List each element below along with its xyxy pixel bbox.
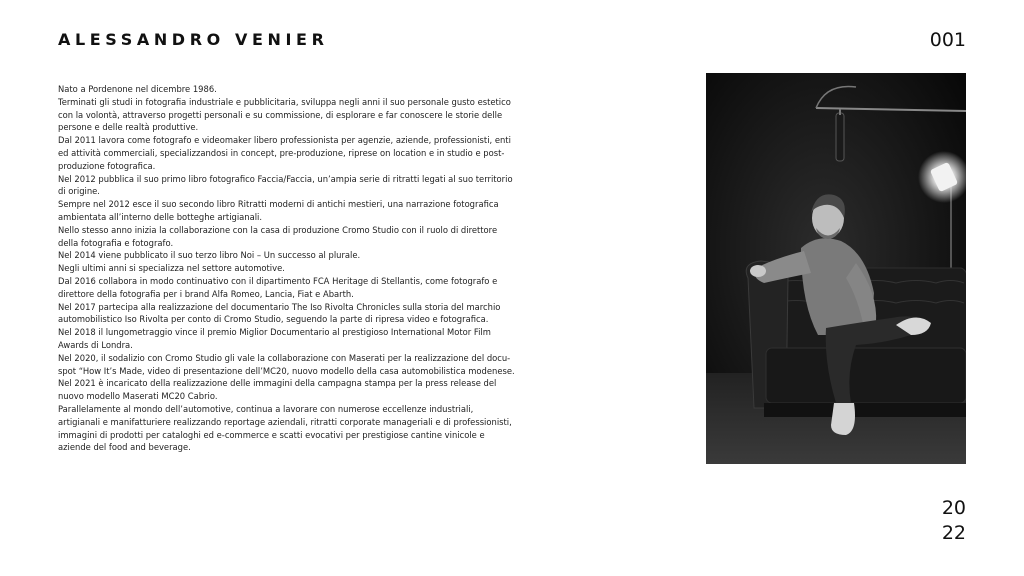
portrait-photo (706, 73, 966, 464)
bio-paragraph: Nel 2012 pubblica il suo primo libro fotografico Faccia/Faccia, un’ampia serie di ritratti legati al suo territorio di origine. (58, 173, 513, 197)
page-number: 001 (929, 29, 966, 51)
bio-paragraph: Nato a Pordenone nel dicembre 1986. (58, 84, 217, 94)
bio-paragraph: Dal 2016 collabora in modo continuativo con il dipartimento FCA Heritage di Stellantis, come fotografo e direttore della fotografia per i brand Alfa Romeo, Lancia, Fiat e Abarth. (58, 275, 498, 299)
year-line-2: 22 (941, 522, 966, 544)
bio-paragraph: Nel 2021 è incaricato della realizzazione delle immagini della campagna stampa per la press release del nuovo modello Maserati MC20 Cabrio. (58, 378, 497, 402)
page-title: ALESSANDRO VENIER (58, 30, 329, 49)
biography-text (58, 83, 516, 454)
year (942, 496, 966, 546)
bio-paragraph: Terminati gli studi in fotografia industriale e pubblicitaria, sviluppa negli anni il suo personale gusto estetico con la volontà, attraverso progetti personali e su commissione, di esplorare e far conoscere le storie delle persone e delle realtà produttive. (58, 96, 511, 133)
year-line-1: 20 (941, 497, 966, 519)
bio-paragraph: Negli ultimi anni si specializza nel settore automotive. (58, 263, 285, 274)
bio-paragraph: Sempre nel 2012 esce il suo secondo libro Ritratti moderni di antichi mestieri, una narrazione fotografica ambientata all’interno delle botteghe artigianali. (58, 199, 499, 222)
bio-paragraph: Nel 2014 viene pubblicato il suo terzo libro Noi – Un successo al plurale. (58, 250, 361, 261)
bio-paragraph: Dal 2011 lavora come fotografo e videomaker libero professionista per agenzie, aziende, professionisti, enti ed attività commerciali, specializzandosi in concept, pre-produzione, riprese on location e in studio e post-produzione fotografica. (58, 135, 511, 171)
bio-paragraph: Nel 2018 il lungometraggio vince il premio Miglior Documentario al prestigioso International Motor Film Awards di Londra. (58, 327, 491, 350)
bio-paragraph: Nello stesso anno inizia la collaborazione con la casa di produzione Cromo Studio con il ruolo di direttore della fotografia e fotografo. (58, 224, 498, 248)
bio-paragraph: Nel 2017 partecipa alla realizzazione del documentario The Iso Rivolta Chronicles sulla storia del marchio automobilistico Iso Rivolta per conto di Cromo Studio, seguendo la parte di ripresa video e fotografica. (58, 301, 501, 325)
bio-paragraph: Nel 2020, il sodalizio con Cromo Studio gli vale la collaborazione con Maserati per la realizzazione del docu-spot “How It’s Made, video di presentazione dell’MC20, nuovo modello della casa automobilistica modenese. (58, 352, 515, 376)
bio-paragraph: Parallelamente al mondo dell’automotive, continua a lavorare con numerose eccellenze industriali, artigianali e manifatturiere realizzando reportage aziendali, ritratti corporate manageriali e di professionisti, immagini di prodotti per cataloghi ed e-commerce e scatti evocativi per prestigiose cantine vinicole e aziende del food and beverage. (58, 403, 512, 453)
